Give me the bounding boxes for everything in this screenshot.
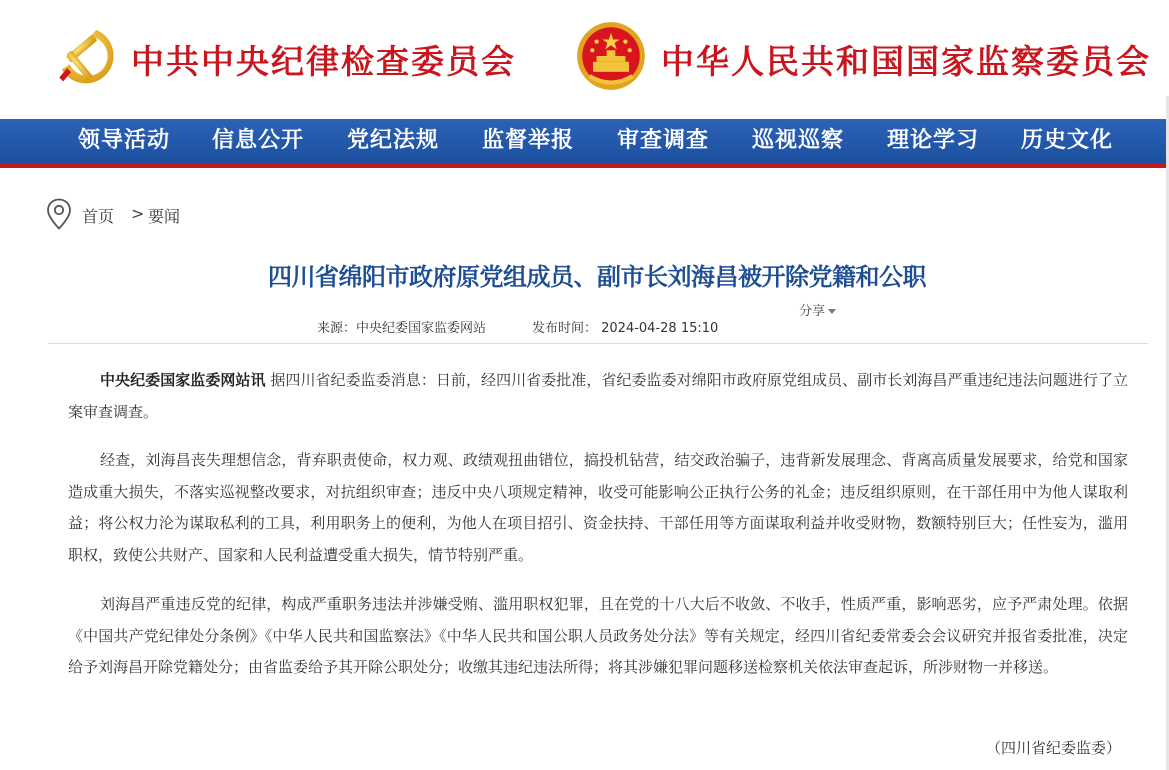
title-divider [48,343,1148,344]
article-paragraph-3: 刘海昌严重违反党的纪律，构成严重职务违法并涉嫌受贿、滥用职权犯罪，且在党的十八大后不收敛、不收手，性质严重，影响恶劣，应予严肃处理。依据《中国共产党纪律处分条例》《中华人民共和国监察法》《中华人民共和国公职人员政务处分法》等有关规定，经四川省纪委常委会会议研究并报省委批准，决定给予刘海昌开除党籍处分；由省监委给予其开除公职处分；收缴其违纪违法所得；将其涉嫌犯罪问题移送检察机关依法审查起诉，所涉财物一并移送。 [68,595,1128,676]
article-publish-time: 发布时间： 2024-04-28 15:10 [532,321,719,336]
lead-source: 中央纪委国家监委网站讯 [100,371,266,389]
caret-down-icon [828,309,836,314]
share-button[interactable] [799,300,836,319]
hammer-sickle-icon [50,22,116,88]
article-title: 四川省绵阳市政府原党组成员、副市长刘海昌被开除党籍和公职 [268,263,926,291]
nav-item-disclosure[interactable]: 信息公开 [212,127,305,153]
paragraph-1-text: 据四川省纪委监委消息：日前，经四川省委批准，省纪委监委对绵阳市政府原党组成员、副市长刘海昌严重违纪违法问题进行了立案审查调查。 [68,371,1128,421]
site-header [0,0,1169,119]
share-label: 分享 [799,304,826,319]
location-pin-icon [46,198,72,230]
nav-item-regulations[interactable]: 党纪法规 [347,127,440,153]
article-paragraph-1 [68,365,1128,428]
national-emblem-icon [575,20,647,92]
article-byline: （四川省纪委监委） [986,739,1122,757]
ccdi-title[interactable]: 中共中央纪律检查委员会 [131,42,516,81]
breadcrumb-current[interactable]: 要闻 [148,207,181,226]
main-nav [0,119,1166,163]
nav-item-history[interactable]: 历史文化 [1021,127,1114,153]
nav-divider [0,163,1166,168]
breadcrumb-separator: > [131,204,145,223]
nav-item-inspection[interactable]: 巡视巡察 [752,127,845,153]
nav-item-report[interactable]: 监督举报 [482,127,575,153]
article-paragraph-2: 经查，刘海昌丧失理想信念，背弃职责使命，权力观、政绩观扭曲错位，搞投机钻营，结交政治骗子，违背新发展理念、背离高质量发展要求，给党和国家造成重大损失，不落实巡视整改要求，对抗组织审查；违反中央八项规定精神，收受可能影响公正执行公务的礼金；违反组织原则，在干部任用中为他人谋取利益；将公权力沦为谋取私利的工具，利用职务上的便利，为他人在项目招引、资金扶持、干部任用等方面谋取利益并收受财物，数额特别巨大；任性妄为，滥用职权，致使公共财产、国家和人民利益遭受重大损失，情节特别严重。 [68,451,1128,564]
nav-item-investigation[interactable]: 审查调查 [617,127,710,153]
nav-item-leadership[interactable]: 领导活动 [78,127,171,153]
nsc-title[interactable]: 中华人民共和国国家监察委员会 [661,42,1151,81]
article-source: 来源：中央纪委国家监委网站 [317,321,487,336]
breadcrumb-home[interactable]: 首页 [82,207,115,226]
nav-item-theory[interactable]: 理论学习 [887,127,980,153]
